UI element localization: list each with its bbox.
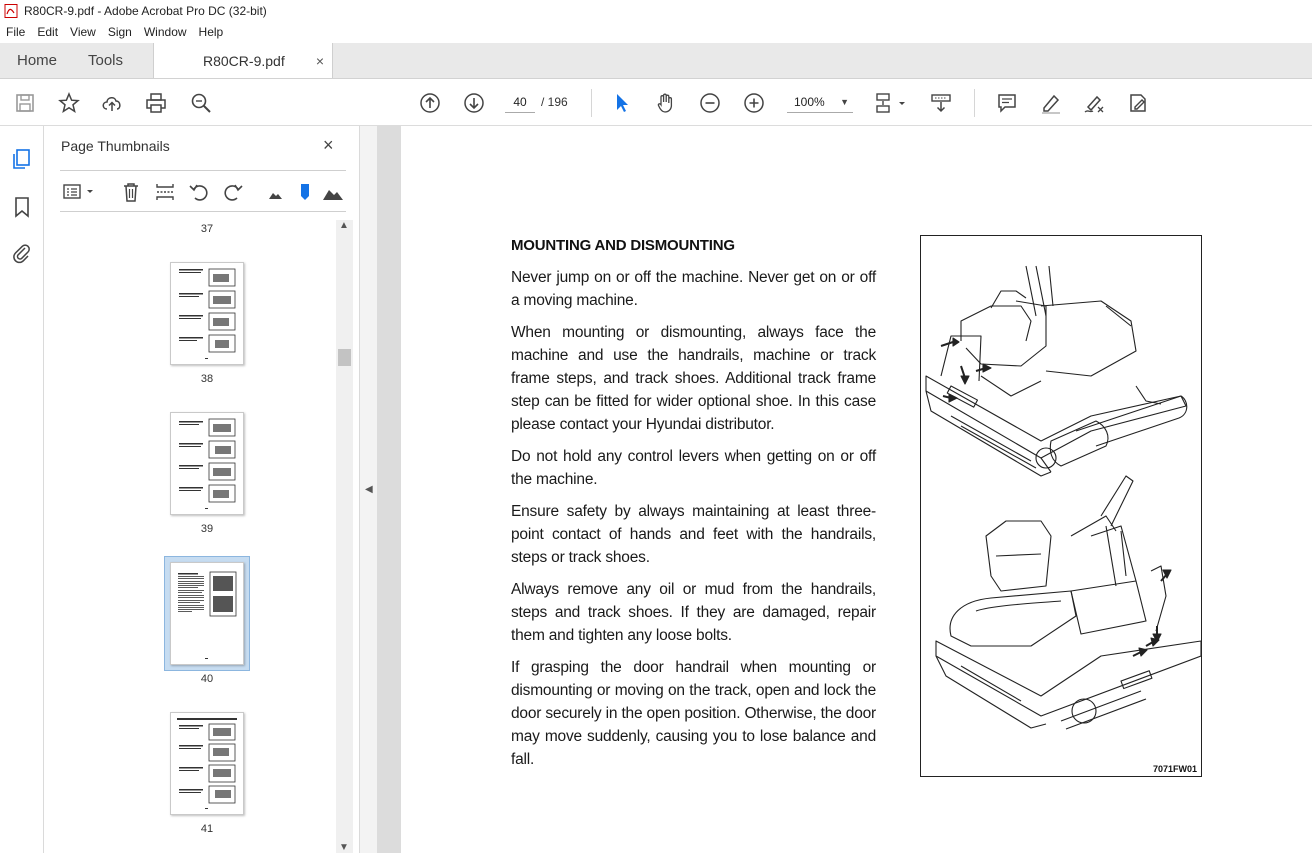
upload-cloud-icon[interactable] xyxy=(100,91,124,115)
comment-icon[interactable] xyxy=(995,91,1019,115)
acrobat-pdf-icon xyxy=(4,4,18,18)
thumbnail-toolbar xyxy=(60,170,346,212)
thumbnail-list xyxy=(60,222,346,853)
window-title: R80CR-9.pdf - Adobe Acrobat Pro DC (32-bit) xyxy=(24,4,267,18)
thumbnail-page-41[interactable] xyxy=(170,712,244,815)
page-layout-icon[interactable] xyxy=(874,91,908,115)
draw-sign-icon[interactable] xyxy=(1082,91,1106,115)
chevron-down-icon: ▼ xyxy=(840,97,849,107)
menu-window[interactable]: Window xyxy=(143,25,187,39)
tab-home[interactable]: Home xyxy=(16,52,57,69)
thumbnail-page-39[interactable] xyxy=(170,412,244,515)
panel-splitter[interactable] xyxy=(359,126,377,853)
paragraph: If grasping the door handrail when mounting or dismounting or moving on the track, open and lock the door securely in the open position. Otherwise, the door may move suddenly, causing you to lose balance and fall. xyxy=(511,659,876,768)
panel-title: Page Thumbnails xyxy=(61,138,170,154)
thumbnail-page-38[interactable] xyxy=(170,262,244,365)
shrink-thumbnails-icon[interactable] xyxy=(264,181,286,203)
tab-tools[interactable]: Tools xyxy=(88,52,124,69)
scrollbar-thumb[interactable] xyxy=(338,349,351,366)
next-page-icon[interactable] xyxy=(462,91,486,115)
previous-page-icon[interactable] xyxy=(418,91,442,115)
tab-document[interactable] xyxy=(153,43,333,78)
hand-tool-icon[interactable] xyxy=(654,91,678,115)
thumbnail-size-slider-icon[interactable] xyxy=(294,181,316,203)
bookmarks-icon[interactable] xyxy=(11,196,33,218)
thumbnail-options-icon[interactable] xyxy=(62,181,96,203)
scroll-up-icon[interactable]: ▲ xyxy=(339,220,349,231)
page-thumbnails-icon[interactable] xyxy=(11,148,33,170)
figure-caption: 7071FW01 xyxy=(1152,764,1197,774)
zoom-select[interactable] xyxy=(787,91,853,113)
tab-bar xyxy=(0,43,1312,79)
menu-edit[interactable]: Edit xyxy=(37,25,59,39)
thumbnail-label: 41 xyxy=(200,823,214,835)
thumbnail-label: 39 xyxy=(200,523,214,535)
paragraph: Always remove any oil or mud from the handrails, steps and track shoes. If they are damaged, repair them and tighten any loose bolts. xyxy=(511,581,876,644)
excavator-figure xyxy=(920,235,1202,777)
thumbnail-label: 38 xyxy=(200,373,214,385)
page-heading: MOUNTING AND DISMOUNTING xyxy=(511,237,735,254)
thumbnail-panel xyxy=(45,126,359,853)
scroll-down-icon[interactable]: ▼ xyxy=(339,842,349,853)
rotate-left-icon[interactable] xyxy=(188,181,210,203)
page-number-input[interactable]: 40 xyxy=(505,91,535,113)
menu-sign[interactable]: Sign xyxy=(107,25,132,39)
fill-sign-icon[interactable] xyxy=(1126,91,1150,115)
collapse-panel-icon[interactable]: ◀ xyxy=(365,484,373,495)
menu-file[interactable]: File xyxy=(6,25,26,39)
thumbnail-page-40[interactable] xyxy=(170,562,244,665)
delete-page-icon[interactable] xyxy=(120,181,142,203)
page-total-label: / 196 xyxy=(541,95,568,109)
thumbnail-preview xyxy=(171,713,243,814)
menu-bar xyxy=(0,22,1312,42)
zoom-search-icon[interactable] xyxy=(189,91,213,115)
scroll-mode-icon[interactable] xyxy=(929,91,953,115)
paragraph: Never jump on or off the machine. Never get on or off a moving machine. xyxy=(511,269,876,309)
paragraph: When mounting or dismounting, always face the machine and use the handrails, machine or track frame steps, and track shoes. Additional track frame step can be fitted for wider optional shoe. In this case please contact your Hyundai distributor. xyxy=(511,324,876,433)
attachments-icon[interactable] xyxy=(11,242,33,264)
extract-pages-icon[interactable] xyxy=(154,181,176,203)
enlarge-thumbnails-icon[interactable] xyxy=(322,181,344,203)
paragraph: Ensure safety by always maintaining at least three-point contact of hands and feet with the handrails, steps or track shoes. xyxy=(511,503,876,566)
highlight-pen-icon[interactable] xyxy=(1039,91,1063,115)
save-icon[interactable] xyxy=(13,91,37,115)
excavator-illustration xyxy=(921,236,1201,776)
thumbnail-preview xyxy=(171,563,243,664)
select-cursor-icon[interactable] xyxy=(610,91,634,115)
tab-document-label: R80CR-9.pdf xyxy=(203,52,285,69)
zoom-out-icon[interactable] xyxy=(698,91,722,115)
thumbnail-preview xyxy=(171,263,243,364)
toolbar xyxy=(0,80,1312,126)
title-bar xyxy=(0,0,1312,22)
paragraph: Do not hold any control levers when getting on or off the machine. xyxy=(511,448,876,488)
bookmark-star-icon[interactable] xyxy=(57,91,81,115)
toolbar-divider xyxy=(974,89,975,117)
pdf-page xyxy=(401,126,1312,853)
zoom-value: 100% xyxy=(794,95,825,109)
rotate-right-icon[interactable] xyxy=(222,181,244,203)
navigation-rail xyxy=(0,126,44,853)
panel-close-icon[interactable]: × xyxy=(323,135,334,155)
menu-help[interactable]: Help xyxy=(198,25,224,39)
tab-close-icon[interactable]: × xyxy=(315,53,324,69)
thumbnail-label: 37 xyxy=(200,223,214,235)
print-icon[interactable] xyxy=(144,91,168,115)
thumbnail-preview xyxy=(171,413,243,514)
menu-view[interactable]: View xyxy=(70,25,96,39)
thumbnail-label: 40 xyxy=(200,673,214,685)
document-viewport xyxy=(377,126,1312,853)
zoom-in-icon[interactable] xyxy=(742,91,766,115)
toolbar-divider xyxy=(591,89,592,117)
thumbnail-scrollbar[interactable] xyxy=(336,220,353,853)
